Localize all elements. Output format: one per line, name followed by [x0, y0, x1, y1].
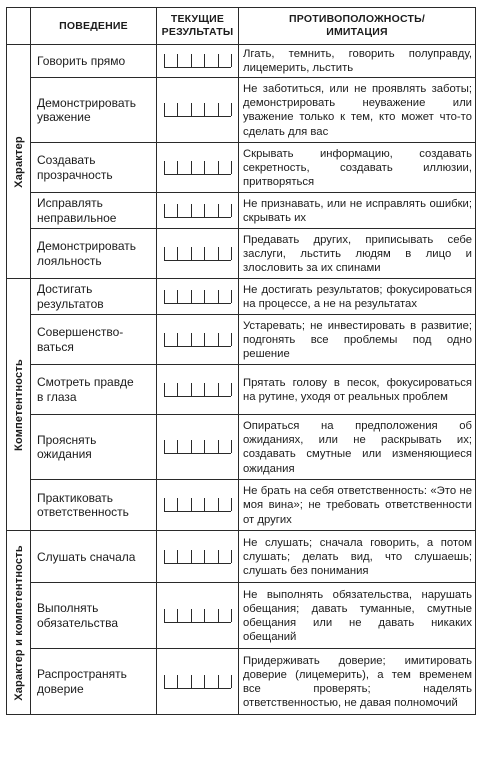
results-scale[interactable]: [157, 45, 239, 78]
table-row: [7, 365, 476, 415]
opposite-header: ПРОТИВОПОЛОЖНОСТЬ/ ИМИТАЦИЯ: [239, 8, 476, 45]
opposite-cell: Придерживать доверие; имитировать доверие (лицемерить), а тем временем все проверять; наделять ответственностью, не давая полномочий: [239, 649, 476, 715]
results-scale[interactable]: [157, 143, 239, 193]
behavior-cell: Исправлять неправильное: [31, 193, 157, 229]
table-row: [7, 480, 476, 531]
opposite-cell: Не признавать, или не исправлять ошибки; скрывать их: [239, 193, 476, 229]
opposite-cell: Не слушать; сначала говорить, а потом слушать; делать вид, что слушаешь; слушать без понимания: [239, 531, 476, 583]
opposite-cell: Скрывать информацию, создавать секретность, создавать иллюзии, притворяться: [239, 143, 476, 193]
opposite-cell: Не достигать результатов; фокусироваться на процессе, а не на результатах: [239, 279, 476, 315]
section-label: Характер и компетентность: [7, 531, 31, 715]
table-row: [7, 78, 476, 143]
results-scale[interactable]: [157, 78, 239, 143]
behavior-cell: Демонстрировать уважение: [31, 78, 157, 143]
behavior-cell: Практиковать ответственность: [31, 480, 157, 531]
opposite-cell: Не заботиться, или не проявлять заботы; демонстрировать неуважение или уважение только к тем, кто может что-то сделать для вас: [239, 78, 476, 143]
header-row: [7, 8, 476, 45]
results-scale[interactable]: [157, 229, 239, 279]
behavior-cell: Совершенство- ваться: [31, 315, 157, 365]
behavior-cell: Смотреть правде в глаза: [31, 365, 157, 415]
opposite-cell: Не брать на себя ответственность: «Это не моя вина»; не требовать ответственности от других: [239, 480, 476, 531]
table-row: [7, 649, 476, 715]
table-row: [7, 583, 476, 649]
results-scale[interactable]: [157, 193, 239, 229]
table-row: [7, 279, 476, 315]
table-row: [7, 143, 476, 193]
behavior-header: ПОВЕДЕНИЕ: [31, 8, 157, 45]
table-row: [7, 45, 476, 78]
behavior-cell: Выполнять обязательства: [31, 583, 157, 649]
behavior-cell: Говорить прямо: [31, 45, 157, 78]
opposite-cell: Опираться на предположения об ожиданиях, или не раскрывать их; создавать смутные или изменяющиеся ожидания: [239, 415, 476, 480]
table-row: [7, 229, 476, 279]
table-row: [7, 193, 476, 229]
results-scale[interactable]: [157, 415, 239, 480]
opposite-cell: Предавать других, приписывать себе заслуги, льстить людям в лицо и злословить за их спинами: [239, 229, 476, 279]
results-scale[interactable]: [157, 583, 239, 649]
section-label: Характер: [7, 45, 31, 279]
behavior-cell: Достигать результатов: [31, 279, 157, 315]
results-scale[interactable]: [157, 649, 239, 715]
opposite-cell: Прятать голову в песок, фокусироваться на рутине, уходя от реальных проблем: [239, 365, 476, 415]
opposite-cell: Устаревать; не инвестировать в развитие; подгонять все проблемы под одно решение: [239, 315, 476, 365]
behavior-cell: Прояснять ожидания: [31, 415, 157, 480]
section-header: [7, 8, 31, 45]
behavior-cell: Демонстрировать лояльность: [31, 229, 157, 279]
behavior-cell: Распространять доверие: [31, 649, 157, 715]
results-scale[interactable]: [157, 480, 239, 531]
results-header: ТЕКУЩИЕ РЕЗУЛЬТАТЫ: [157, 8, 239, 45]
results-scale[interactable]: [157, 279, 239, 315]
table-row: [7, 531, 476, 583]
section-label: Компетентность: [7, 279, 31, 531]
results-scale[interactable]: [157, 315, 239, 365]
behavior-cell: Создавать прозрачность: [31, 143, 157, 193]
results-scale[interactable]: [157, 365, 239, 415]
table-row: [7, 415, 476, 480]
trust-behaviors-table: [6, 7, 476, 715]
table-row: [7, 315, 476, 365]
results-scale[interactable]: [157, 531, 239, 583]
opposite-cell: Не выполнять обязательства, нарушать обещания; давать туманные, смутные обещания или не давать никаких обещаний: [239, 583, 476, 649]
behavior-cell: Слушать сначала: [31, 531, 157, 583]
opposite-cell: Лгать, темнить, говорить полуправду, лицемерить, льстить: [239, 45, 476, 78]
